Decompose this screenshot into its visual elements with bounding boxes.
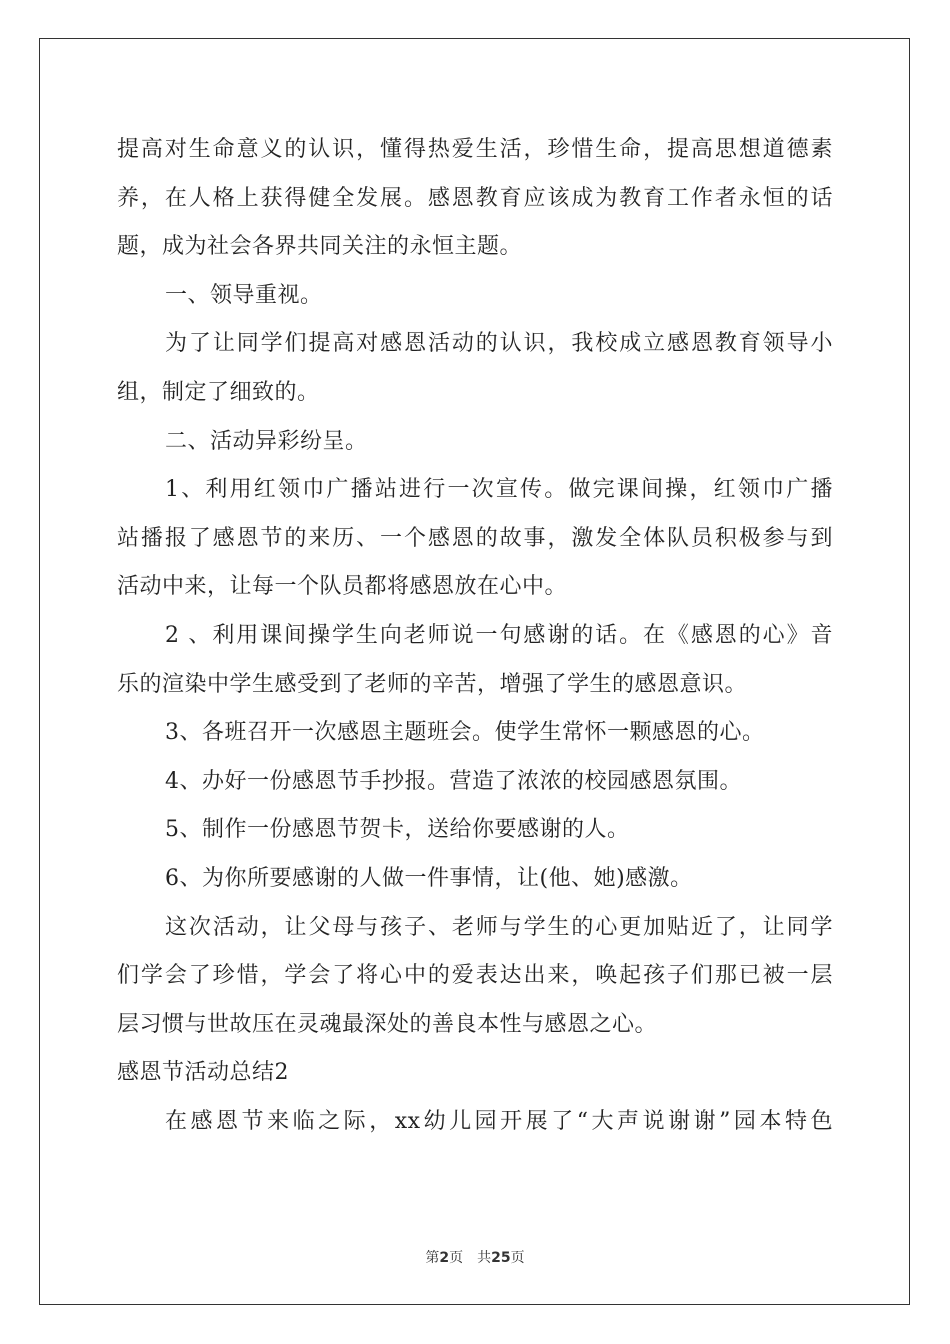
text-line-2: 养，在人格上获得健全发展。感恩教育应该成为教育工作者永恒的话 bbox=[117, 185, 833, 211]
text-line-15: 5、制作一份感恩节贺卡，送给你要感谢的人。 bbox=[165, 817, 630, 843]
page-suffix: 页 bbox=[449, 1250, 464, 1266]
page-prefix: 第 bbox=[425, 1250, 440, 1266]
document-body bbox=[117, 126, 833, 1146]
text-line-3: 题，成为社会各界共同关注的永恒主题。 bbox=[117, 234, 523, 260]
text-line-8: 1、利用红领巾广播站进行一次宣传。做完课间操，红领巾广播 bbox=[165, 477, 833, 503]
text-line-1: 提高对生命意义的认识，懂得热爱生活，珍惜生命，提高思想道德素 bbox=[117, 137, 833, 162]
total-suffix: 页 bbox=[510, 1250, 525, 1266]
total-prefix: 共 bbox=[477, 1250, 492, 1266]
section-heading-1: 一、领导重视。 bbox=[165, 282, 323, 308]
section-heading-2: 二、活动异彩纷呈。 bbox=[165, 428, 368, 454]
text-line-21: 在感恩节来临之际，xx幼儿园开展了“大声说谢谢”园本特色 bbox=[165, 1108, 833, 1134]
text-line-6: 组，制定了细致的。 bbox=[117, 379, 320, 405]
text-line-12: 乐的渲染中学生感受到了老师的辛苦，增强了学生的感恩意识。 bbox=[117, 671, 748, 697]
total-pages: 25 bbox=[491, 1250, 511, 1266]
text-line-14: 4、办好一份感恩节手抄报。营造了浓浓的校园感恩氛围。 bbox=[165, 768, 742, 794]
page-footer bbox=[0, 1247, 950, 1267]
text-line-18: 们学会了珍惜，学会了将心中的爱表达出来，唤起孩子们那已被一层 bbox=[117, 963, 833, 989]
section-title: 感恩节活动总结2 bbox=[117, 1060, 289, 1086]
text-line-17: 这次活动，让父母与孩子、老师与学生的心更加贴近了，让同学 bbox=[165, 914, 833, 940]
text-line-19: 层习惯与世故压在灵魂最深处的善良本性与感恩之心。 bbox=[117, 1011, 658, 1037]
page-number: 2 bbox=[439, 1250, 450, 1266]
text-line-5: 为了让同学们提高对感恩活动的认识，我校成立感恩教育领导小 bbox=[165, 331, 833, 357]
text-line-11: 2 、利用课间操学生向老师说一句感谢的话。在《感恩的心》音 bbox=[165, 622, 833, 648]
text-line-9: 站播报了感恩节的来历、一个感恩的故事，激发全体队员积极参与到 bbox=[117, 525, 833, 551]
text-line-10: 活动中来，让每一个队员都将感恩放在心中。 bbox=[117, 574, 568, 600]
text-line-13: 3、各班召开一次感恩主题班会。使学生常怀一颗感恩的心。 bbox=[165, 720, 765, 746]
text-line-16: 6、为你所要感谢的人做一件事情，让(他、她)感激。 bbox=[165, 865, 693, 891]
